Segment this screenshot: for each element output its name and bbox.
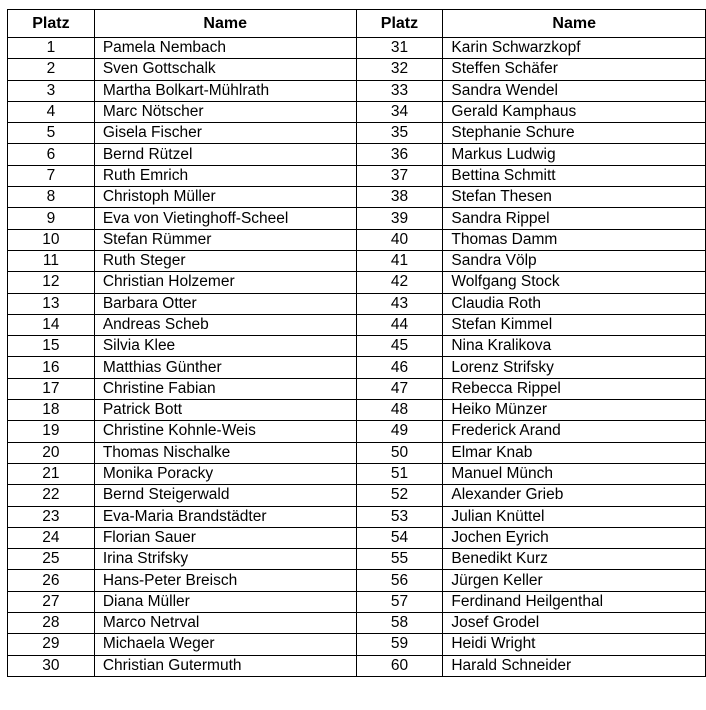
name-cell-left: Stefan Rümmer [94, 229, 356, 250]
rank-cell-left: 7 [8, 165, 95, 186]
name-cell-left: Christian Holzemer [94, 272, 356, 293]
header-rank-left: Platz [8, 10, 95, 38]
name-cell-left: Andreas Scheb [94, 314, 356, 335]
table-row [8, 336, 706, 357]
rank-cell-right: 37 [356, 165, 443, 186]
rank-cell-right: 55 [356, 549, 443, 570]
rank-cell-left: 24 [8, 527, 95, 548]
name-cell-right: Heiko Münzer [443, 400, 706, 421]
name-cell-left: Michaela Weger [94, 634, 356, 655]
table-row [8, 59, 706, 80]
name-cell-right: Jochen Eyrich [443, 527, 706, 548]
table-row [8, 378, 706, 399]
rank-cell-left: 27 [8, 591, 95, 612]
table-row [8, 272, 706, 293]
rank-cell-right: 36 [356, 144, 443, 165]
table-row [8, 421, 706, 442]
name-cell-left: Ruth Steger [94, 250, 356, 271]
rank-cell-right: 38 [356, 187, 443, 208]
name-cell-right: Gerald Kamphaus [443, 101, 706, 122]
name-cell-right: Alexander Grieb [443, 485, 706, 506]
rank-cell-left: 1 [8, 38, 95, 59]
rank-cell-left: 10 [8, 229, 95, 250]
name-cell-right: Bettina Schmitt [443, 165, 706, 186]
name-cell-right: Claudia Roth [443, 293, 706, 314]
rank-cell-right: 42 [356, 272, 443, 293]
ranking-table [7, 9, 706, 677]
name-cell-right: Karin Schwarzkopf [443, 38, 706, 59]
name-cell-left: Pamela Nembach [94, 38, 356, 59]
name-cell-right: Jürgen Keller [443, 570, 706, 591]
rank-cell-left: 2 [8, 59, 95, 80]
rank-cell-right: 32 [356, 59, 443, 80]
rank-cell-left: 11 [8, 250, 95, 271]
table-row [8, 655, 706, 676]
rank-cell-right: 41 [356, 250, 443, 271]
table-row [8, 570, 706, 591]
name-cell-right: Harald Schneider [443, 655, 706, 676]
rank-cell-right: 52 [356, 485, 443, 506]
table-row [8, 250, 706, 271]
table-row [8, 549, 706, 570]
name-cell-left: Florian Sauer [94, 527, 356, 548]
name-cell-right: Josef Grodel [443, 613, 706, 634]
name-cell-right: Lorenz Strifsky [443, 357, 706, 378]
rank-cell-right: 54 [356, 527, 443, 548]
table-row [8, 123, 706, 144]
name-cell-right: Heidi Wright [443, 634, 706, 655]
name-cell-right: Nina Kralikova [443, 336, 706, 357]
rank-cell-left: 20 [8, 442, 95, 463]
rank-cell-left: 13 [8, 293, 95, 314]
rank-cell-right: 31 [356, 38, 443, 59]
rank-cell-right: 49 [356, 421, 443, 442]
rank-cell-left: 26 [8, 570, 95, 591]
name-cell-right: Sandra Rippel [443, 208, 706, 229]
rank-cell-left: 29 [8, 634, 95, 655]
name-cell-left: Sven Gottschalk [94, 59, 356, 80]
table-body [8, 38, 706, 677]
name-cell-left: Eva-Maria Brandstädter [94, 506, 356, 527]
table-row [8, 165, 706, 186]
rank-cell-right: 44 [356, 314, 443, 335]
rank-cell-right: 47 [356, 378, 443, 399]
rank-cell-left: 6 [8, 144, 95, 165]
name-cell-left: Christine Kohnle-Weis [94, 421, 356, 442]
rank-cell-right: 50 [356, 442, 443, 463]
table-row [8, 613, 706, 634]
name-cell-left: Christine Fabian [94, 378, 356, 399]
rank-cell-left: 25 [8, 549, 95, 570]
rank-cell-right: 35 [356, 123, 443, 144]
rank-cell-right: 40 [356, 229, 443, 250]
table-row [8, 229, 706, 250]
table-row [8, 208, 706, 229]
table-row [8, 400, 706, 421]
name-cell-left: Gisela Fischer [94, 123, 356, 144]
rank-cell-right: 57 [356, 591, 443, 612]
header-name-right: Name [443, 10, 706, 38]
name-cell-right: Sandra Wendel [443, 80, 706, 101]
name-cell-right: Manuel Münch [443, 463, 706, 484]
name-cell-left: Martha Bolkart-Mühlrath [94, 80, 356, 101]
rank-cell-right: 48 [356, 400, 443, 421]
name-cell-left: Silvia Klee [94, 336, 356, 357]
name-cell-right: Stephanie Schure [443, 123, 706, 144]
name-cell-right: Elmar Knab [443, 442, 706, 463]
table-row [8, 314, 706, 335]
header-name-left: Name [94, 10, 356, 38]
rank-cell-right: 51 [356, 463, 443, 484]
rank-cell-left: 3 [8, 80, 95, 101]
rank-cell-left: 22 [8, 485, 95, 506]
name-cell-right: Ferdinand Heilgenthal [443, 591, 706, 612]
rank-cell-right: 33 [356, 80, 443, 101]
name-cell-left: Ruth Emrich [94, 165, 356, 186]
rank-cell-left: 17 [8, 378, 95, 399]
rank-cell-right: 56 [356, 570, 443, 591]
table-row [8, 506, 706, 527]
rank-cell-left: 23 [8, 506, 95, 527]
rank-cell-left: 15 [8, 336, 95, 357]
name-cell-right: Sandra Völp [443, 250, 706, 271]
name-cell-right: Markus Ludwig [443, 144, 706, 165]
table-row [8, 463, 706, 484]
rank-cell-right: 60 [356, 655, 443, 676]
rank-cell-left: 16 [8, 357, 95, 378]
name-cell-right: Rebecca Rippel [443, 378, 706, 399]
name-cell-right: Thomas Damm [443, 229, 706, 250]
name-cell-right: Benedikt Kurz [443, 549, 706, 570]
rank-cell-right: 46 [356, 357, 443, 378]
rank-cell-left: 30 [8, 655, 95, 676]
rank-cell-left: 19 [8, 421, 95, 442]
rank-cell-left: 18 [8, 400, 95, 421]
name-cell-left: Bernd Rützel [94, 144, 356, 165]
name-cell-left: Thomas Nischalke [94, 442, 356, 463]
name-cell-left: Bernd Steigerwald [94, 485, 356, 506]
name-cell-right: Stefan Thesen [443, 187, 706, 208]
name-cell-left: Marc Nötscher [94, 101, 356, 122]
table-row [8, 38, 706, 59]
table-row [8, 293, 706, 314]
name-cell-right: Wolfgang Stock [443, 272, 706, 293]
name-cell-left: Christoph Müller [94, 187, 356, 208]
rank-cell-right: 39 [356, 208, 443, 229]
name-cell-left: Hans-Peter Breisch [94, 570, 356, 591]
name-cell-right: Frederick Arand [443, 421, 706, 442]
name-cell-left: Irina Strifsky [94, 549, 356, 570]
table-row [8, 485, 706, 506]
table-row [8, 101, 706, 122]
name-cell-left: Diana Müller [94, 591, 356, 612]
name-cell-right: Stefan Kimmel [443, 314, 706, 335]
name-cell-right: Steffen Schäfer [443, 59, 706, 80]
name-cell-right: Julian Knüttel [443, 506, 706, 527]
rank-cell-right: 43 [356, 293, 443, 314]
table-row [8, 187, 706, 208]
rank-cell-left: 12 [8, 272, 95, 293]
header-row [8, 10, 706, 38]
rank-cell-left: 4 [8, 101, 95, 122]
table-row [8, 591, 706, 612]
rank-cell-left: 9 [8, 208, 95, 229]
table-row [8, 357, 706, 378]
rank-cell-left: 5 [8, 123, 95, 144]
header-rank-right: Platz [356, 10, 443, 38]
rank-cell-right: 58 [356, 613, 443, 634]
rank-cell-left: 28 [8, 613, 95, 634]
table-row [8, 80, 706, 101]
rank-cell-left: 14 [8, 314, 95, 335]
name-cell-left: Eva von Vietinghoff-Scheel [94, 208, 356, 229]
rank-cell-right: 45 [356, 336, 443, 357]
table-row [8, 527, 706, 548]
name-cell-left: Patrick Bott [94, 400, 356, 421]
rank-cell-right: 59 [356, 634, 443, 655]
name-cell-left: Christian Gutermuth [94, 655, 356, 676]
table-row [8, 442, 706, 463]
table-row [8, 634, 706, 655]
name-cell-left: Monika Poracky [94, 463, 356, 484]
rank-cell-right: 34 [356, 101, 443, 122]
name-cell-left: Barbara Otter [94, 293, 356, 314]
rank-cell-left: 8 [8, 187, 95, 208]
rank-cell-left: 21 [8, 463, 95, 484]
name-cell-left: Matthias Günther [94, 357, 356, 378]
name-cell-left: Marco Netrval [94, 613, 356, 634]
table-row [8, 144, 706, 165]
rank-cell-right: 53 [356, 506, 443, 527]
